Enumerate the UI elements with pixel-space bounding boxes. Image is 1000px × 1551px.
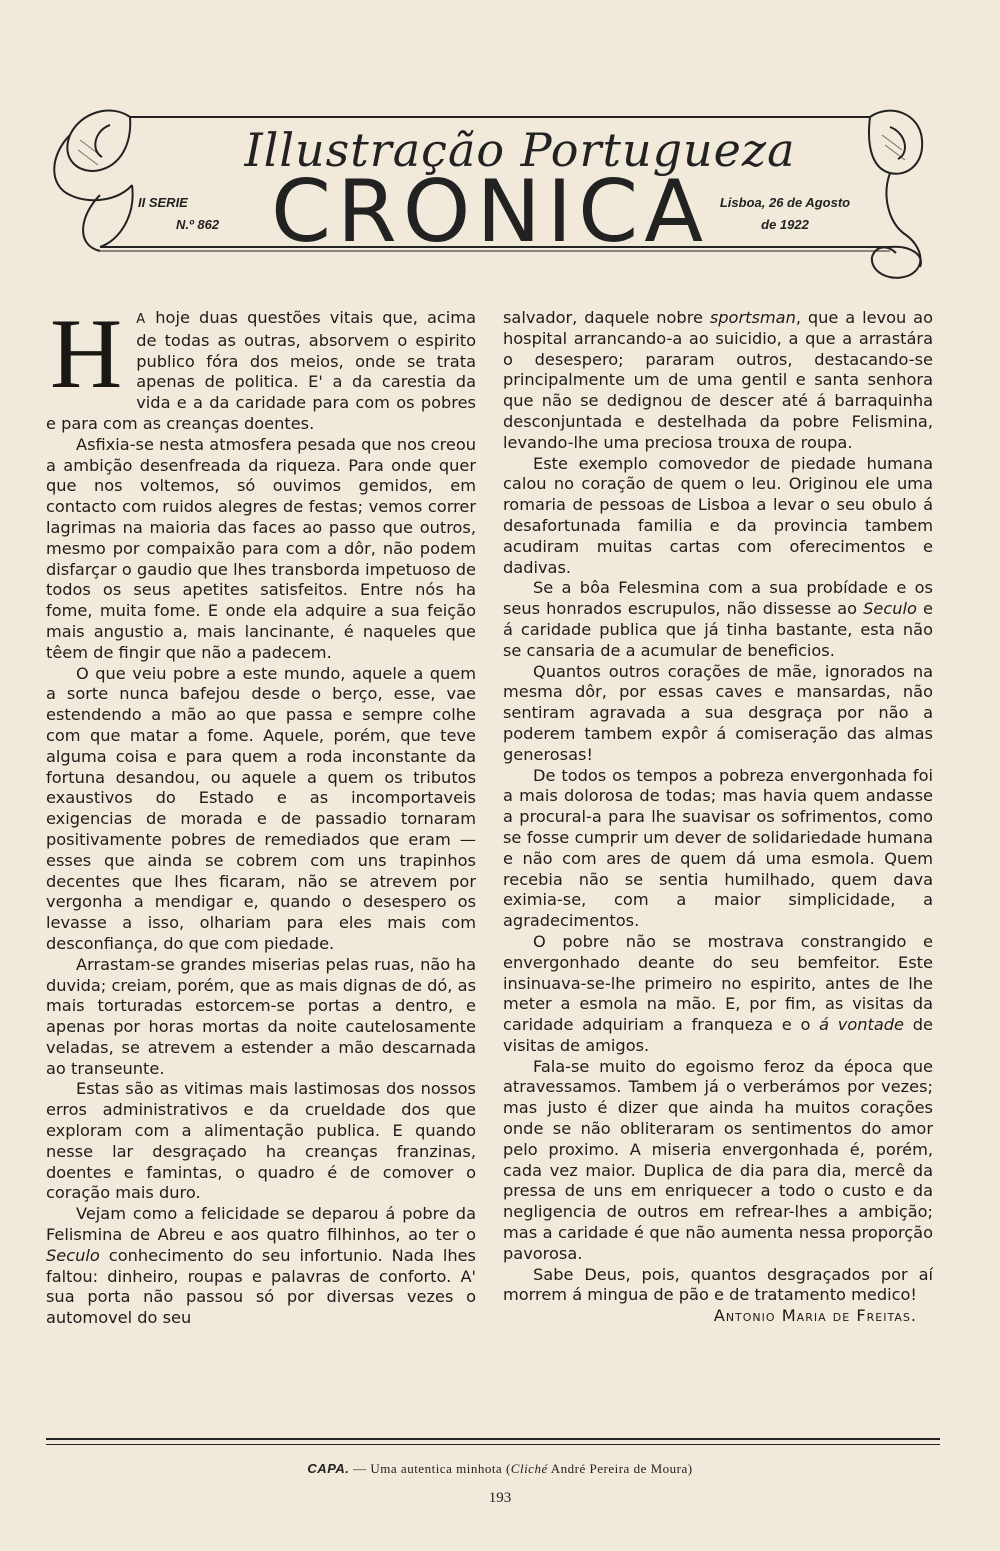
section-title: CRONICA [270,162,710,262]
paragraph-text: de visitas de amigos. [503,1015,933,1055]
paragraph-text: hoje duas questões vitais que, acima de todas as outras, absorvem o espirito publico fóra dos meios, onde se trata apenas de politica. E' a da carestia da vida e a da caridade para com os pobres e para com as creanças doentes. [46,308,476,433]
paragraph: Fala-se muito do egoismo feroz da época que atravessamos. Tambem já o verberámos por vezes; mas justo é dizer que ainda ha muitos corações onde se não obliteraram os sentimentos do amor pelo proximo. A miseria envergonhada é, porém, cada vez maior. Duplica de dia para dia, mercê da pressa de uns em enriquecer a todo o custo e da negligencia de outros em refrear-lhes a ambição; mas a caridade é que não aumenta nessa proporção pavorosa. [503,1056,933,1263]
paragraph [46,1204,476,1329]
issue-date [700,192,870,236]
cover-caption [0,1461,1000,1477]
date-line-1: Lisboa, 26 de Agosto [719,195,851,210]
paragraph [503,578,933,661]
caption-cliche: Cliché [510,1461,548,1476]
paragraph: Estas são as vitimas mais lastimosas dos nossos erros administrativos e da crueldade dos que exploram com a alimentação publica. E quando nesse lar desgraçado ha creanças franzinas, doentes e famintas, o quadro é de comover o coração mais duro. [46,1079,476,1203]
paragraph: Asfixia-se nesta atmosfera pesada que nos creou a ambição desenfreada da riqueza. Para onde quer que nos voltemos, só ouvimos gemidos, em contacto com ruidos alegres de festas; vemos correr lagrimas na maioria das faces ao passo que outros, mesmo por compaixão para com a dôr, não podem disfarçar o gaudio que lhes transborda impetuoso de todos os seus apetites satisfeitos. Entre nós ha fome, muita fome. E onde ela adquire a sua feição mais angustio a, mais lancinante, é naqueles que têem de fingir que não a padecem. [46,434,476,662]
footer-rule-thin [46,1444,940,1445]
paragraph-text: e á caridade publica que já tinha bastante, esta não se cansaria de a acumular de beneficios. [503,599,933,660]
paragraph: De todos os tempos a pobreza envergonhada foi a mais dolorosa de todas; mas havia quem andasse a procural-a para lhe suavisar os sofrimentos, como se fosse cumprir um dever de solidariedade humana e não com ares de quem dá uma esmola. Quem recebia não se sentia humilhado, quem dava eximia-se, com a maior simplicidade, a agradecimentos. [503,765,933,931]
paragraph [46,298,476,435]
page-number: 193 [488,1490,512,1506]
issue-info [138,192,248,236]
magazine-title: Illustração Portugueza [244,123,796,177]
paragraph-text: salvador, daquele nobre [503,308,703,327]
author-signature: Antonio Maria de Freitas. [713,1306,917,1326]
paragraph-text: , que a levou ao hospital arrancando-a ao suicidio, a que a arrastára o desespero; pararam outros, destacando-se principalmente um de uma gentil e santa senhora que não se dedignou de descer até á barraquinha desconjuntada e destelhada da pobre Felismina, levando-lhe uma preciosa trouxa de roupa. [503,308,933,452]
drop-cap: H [50,298,123,409]
series-label: II SERIE [138,195,188,210]
paragraph [503,932,933,1057]
lead-word: A [136,312,147,327]
caption-credit: André Pereira de Moura) [550,1461,693,1476]
masthead [40,95,930,290]
date-line-2: de 1922 [761,217,809,232]
footer-rule [46,1438,940,1440]
newspaper-name: Seculo [46,1245,100,1265]
paragraph: Arrastam-se grandes miserias pelas ruas, não ha duvida; creiam, porém, que as mais dignas de dó, as mais torturadas estorcem-se portas a dentro, e apenas por horas mortas da noite cautelosamente veladas, se atrevem a estender a mão descarnada ao transeunte. [46,954,476,1078]
article-column-right [503,308,933,1327]
paragraph-text: O pobre não se mostrava constrangido e envergonhado deante do seu bemfeitor. Este insinuava-se-lhe primeiro no espirito, antes de lhe meter a esmola na mão. E, por fim, as visitas da caridade adquiriam a franqueza e o [503,931,933,1035]
paragraph-text: Se a bôa Felesmina com a sua probídade e os seus honrados escrupulos, não dissesse ao [503,578,933,619]
emphasis-word: á vontade [819,1015,905,1035]
paragraph [503,308,933,454]
paragraph: Este exemplo comovedor de piedade humana calou no coração de quem o leu. Originou ele uma romaria de pessoas de Lisboa a levar o seu obulo á desafortunada familia e da provincia tambem acudiram muitas cartas com oferecimentos e dadivas. [503,453,933,577]
paragraph: Sabe Deus, pois, quantos desgraçados por aí morrem á mingua de pão e de tratamento medico! [503,1264,933,1305]
caption-label: CAPA. [307,1461,350,1476]
article-column-left [46,298,476,1329]
paragraph: Quantos outros corações de mãe, ignorados na mesma dôr, por essas caves e mansardas, não sentiram agravada a sua desgraça por não a poderem tambem expôr á comiseração das almas generosas! [503,661,933,764]
caption-text: — Uma autentica minhota ( [353,1461,511,1476]
paragraph-text: conhecimento do seu infortunio. Nada lhes faltou: dinheiro, roupas e palavras de conforto. A' sua porta não passou só por diversas vezes o automovel do seu [46,1245,476,1328]
issue-number: N.º 862 [176,217,220,232]
paragraph-text: Vejam como a felicidade se deparou á pobre da Felismina de Abreu e aos quatro filhinhos, ao ter o [46,1204,476,1245]
paragraph: O que veiu pobre a este mundo, aquele a quem a sorte nunca bafejou desde o berço, esse, vae estendendo a mão ao que passa e sempre colhe com que matar a fome. Aquele, porém, que teve alguma coisa e para quem a roda inconstante da fortuna desandou, ou aquele a quem os tributos exaustivos do Estado e as incomportaveis exigencias de morada e de passadio tornaram positivamente pobres de remediados que eram — esses que ainda se cobrem com uns trapinhos decentes que lhes ficaram, não se atrevem por vergonha a mendigar e, quando o desespero os levasse a isso, olhariam para eles mais com desconfiança, do que com piedade. [46,663,476,953]
newspaper-name: Seculo [863,599,917,619]
emphasis-word: sportsman [709,308,796,327]
